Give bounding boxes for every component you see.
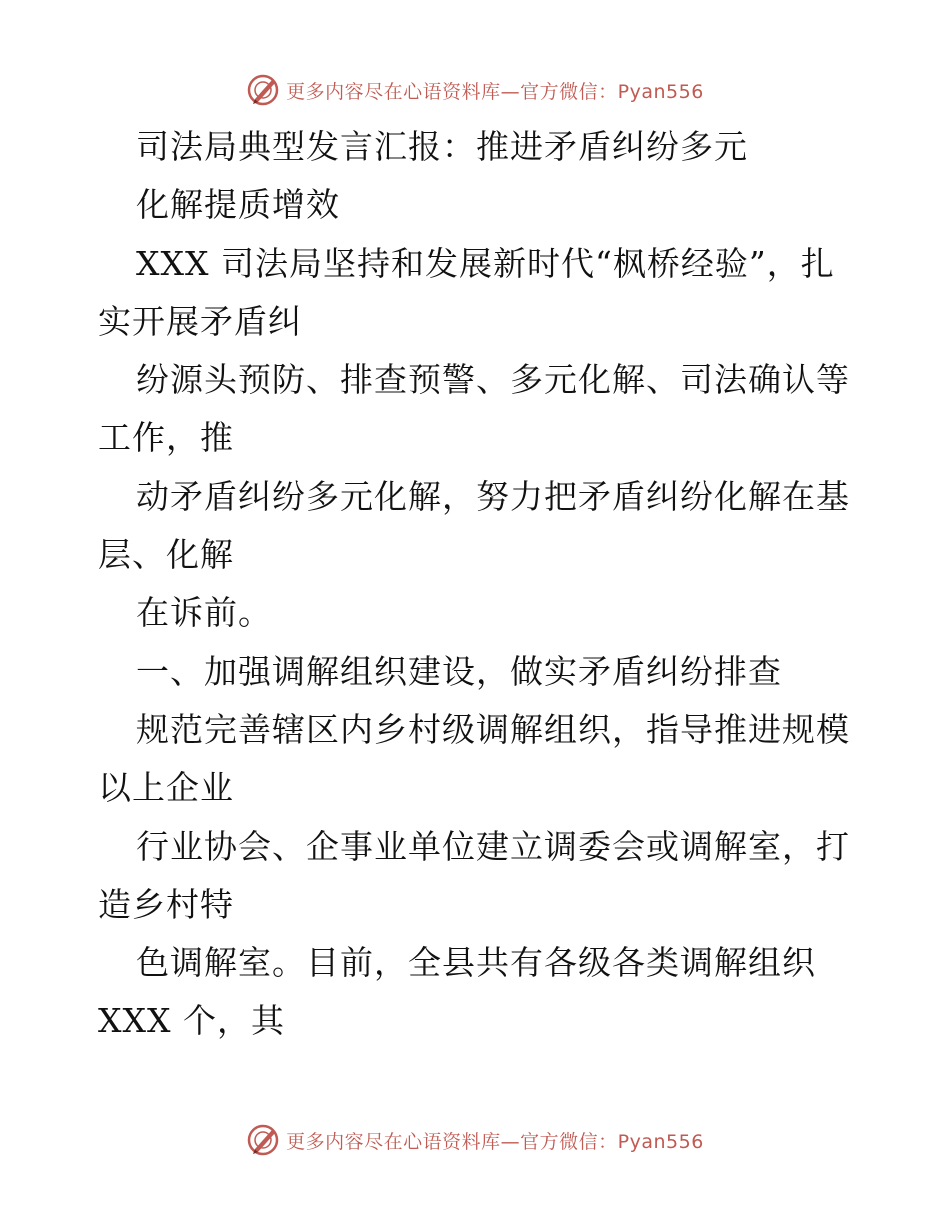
- header-watermark-banner: [0, 70, 950, 110]
- text-line: XXX 司法局坚持和发展新时代“枫桥经验”，扎: [136, 243, 835, 283]
- text-line: 动矛盾纠纷多元化解，努力把矛盾纠纷化解在基: [136, 476, 850, 516]
- text-line: 化解提质增效: [136, 185, 340, 225]
- text-line: 层、化解: [98, 535, 234, 575]
- text-line: 实开展矛盾纠: [98, 301, 302, 341]
- text-line: 以上企业: [98, 768, 234, 808]
- text-line: 纷源头预防、排查预警、多元化解、司法确认等: [136, 360, 850, 400]
- text-line: 规范完善辖区内乡村级调解组织，指导推进规模: [136, 709, 850, 749]
- header-watermark-text: 更多内容尽在心语资料库—官方微信：Pyan556: [286, 80, 704, 103]
- text-line: XXX 个，其: [98, 1001, 285, 1041]
- text-line: 行业协会、企事业单位建立调委会或调解室，打: [136, 826, 850, 866]
- text-line: 工作，推: [98, 418, 234, 458]
- text-line: 一、加强调解组织建设，做实矛盾纠纷排查: [136, 651, 782, 691]
- text-line: 造乡村特: [98, 884, 234, 924]
- document-body: [98, 118, 858, 1051]
- footer-watermark-banner: [0, 1120, 950, 1160]
- text-line: 司法局典型发言汇报：推进矛盾纠纷多元: [136, 127, 748, 166]
- pen-circle-logo-icon: [246, 1123, 280, 1157]
- pen-circle-logo-icon: [246, 73, 280, 107]
- text-line: 在诉前。: [136, 593, 272, 633]
- text-line: 色调解室。目前，全县共有各级各类调解组织: [136, 943, 816, 983]
- footer-watermark-text: 更多内容尽在心语资料库—官方微信：Pyan556: [286, 1130, 704, 1153]
